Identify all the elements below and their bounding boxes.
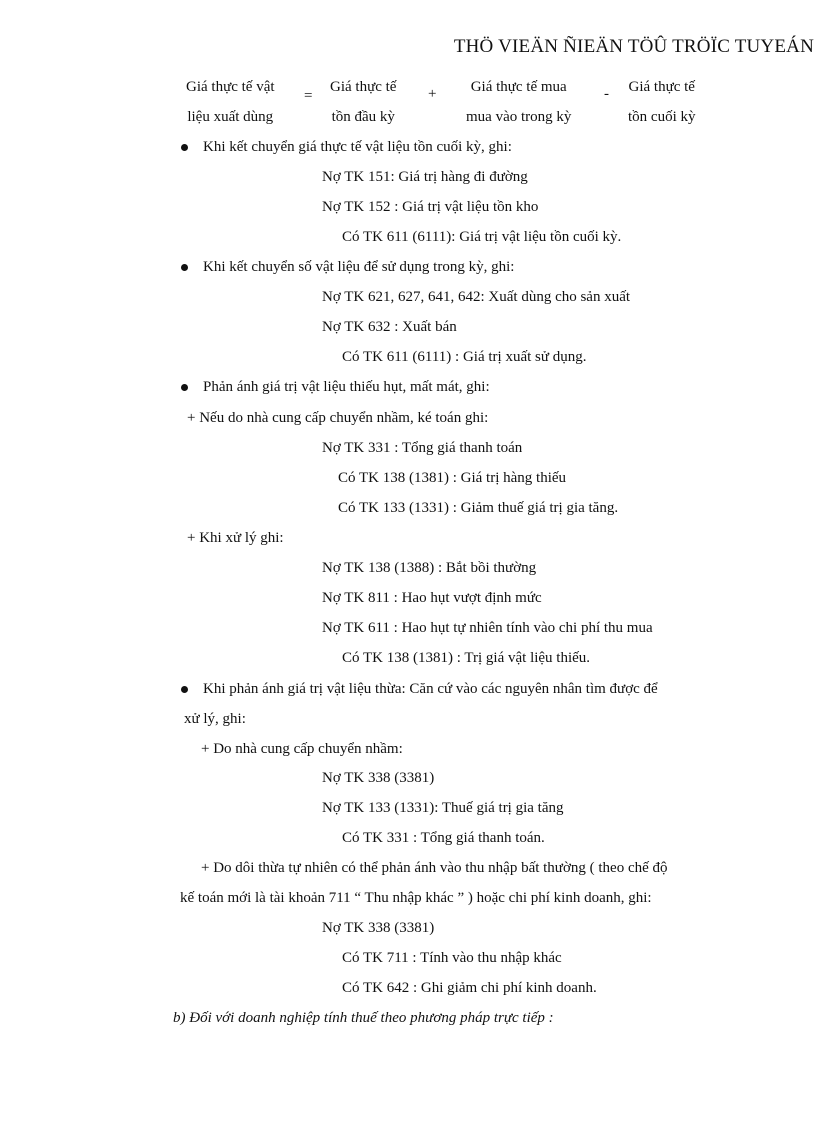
entry-debit: Nợ TK 331 : Tổng giá thanh toán — [322, 440, 523, 456]
entry-credit: Có TK 138 (1381) : Trị giá vật liệu thiếu. — [342, 650, 591, 666]
section-shortage-title: Phản ánh giá trị vật liệu thiếu hụt, mất mát, ghi: — [203, 379, 490, 395]
entry-debit: Nợ TK 338 (3381) — [322, 770, 435, 786]
formula-equals: = — [304, 88, 313, 104]
entry-debit: Nợ TK 632 : Xuất bán — [322, 319, 457, 335]
subsection-heading: + Do nhà cung cấp chuyển nhầm: — [201, 741, 403, 757]
formula-term-closing-stock: Giá thực tế tồn cuối kỳ — [628, 79, 696, 125]
subsection-heading: + Khi xử lý ghi: — [187, 530, 284, 546]
subsection-heading: + Do dôi thừa tự nhiên có thể phản ánh vào thu nhập bất thường ( theo chế độ — [201, 860, 668, 876]
entry-debit: Nợ TK 338 (3381) — [322, 920, 435, 936]
entry-debit: Nợ TK 151: Giá trị hàng đi đường — [322, 169, 528, 185]
entry-credit: Có TK 611 (6111): Giá trị vật liệu tồn cuối kỳ. — [342, 229, 622, 245]
section-surplus-title-cont: xử lý, ghi: — [184, 711, 246, 727]
entry-debit: Nợ TK 138 (1388) : Bắt bồi thường — [322, 560, 537, 576]
entry-debit: Nợ TK 611 : Hao hụt tự nhiên tính vào chi phí thu mua — [322, 620, 653, 636]
formula-term-issued-cost: Giá thực tế vật liệu xuất dùng — [186, 79, 275, 125]
entry-debit: Nợ TK 133 (1331): Thuế giá trị gia tăng — [322, 800, 564, 816]
cost-formula — [0, 72, 816, 132]
section-direct-method-heading: b) Đối với doanh nghiệp tính thuế theo phương pháp trực tiếp : — [173, 1010, 554, 1026]
formula-term-opening-stock: Giá thực tế tồn đầu kỳ — [330, 79, 397, 125]
page-header: THÖ VIEÄN ÑIEÄN TÖÛ TRÖÏC TUYEÁN — [453, 36, 814, 57]
entry-debit: Nợ TK 621, 627, 641, 642: Xuất dùng cho sản xuất — [322, 289, 631, 305]
section-usage-title: Khi kết chuyển số vật liệu để sử dụng trong kỳ, ghi: — [203, 259, 515, 275]
section-closing-stock-title: Khi kết chuyển giá thực tế vật liệu tồn cuối kỳ, ghi: — [203, 139, 512, 155]
entry-debit: Nợ TK 811 : Hao hụt vượt định mức — [322, 590, 542, 606]
entry-debit: Nợ TK 152 : Giá trị vật liệu tồn kho — [322, 199, 539, 215]
entry-credit: Có TK 331 : Tổng giá thanh toán. — [342, 830, 545, 846]
subsection-heading: + Nếu do nhà cung cấp chuyển nhầm, ké toán ghi: — [187, 410, 489, 426]
entry-credit: Có TK 138 (1381) : Giá trị hàng thiếu — [338, 470, 567, 486]
formula-minus: - — [604, 86, 609, 102]
entry-credit: Có TK 611 (6111) : Giá trị xuất sử dụng. — [342, 349, 587, 365]
formula-term-purchases: Giá thực tế mua mua vào trong kỳ — [466, 79, 572, 125]
section-surplus-title: Khi phản ánh giá trị vật liệu thừa: Căn cứ vào các nguyên nhân tìm được để — [203, 681, 658, 697]
entry-credit: Có TK 642 : Ghi giảm chi phí kinh doanh. — [342, 980, 597, 996]
subsection-heading-cont: kế toán mới là tài khoản 711 “ Thu nhập khác ” ) hoặc chi phí kinh doanh, ghi: — [180, 890, 652, 906]
formula-plus: + — [428, 86, 437, 102]
entry-credit: Có TK 133 (1331) : Giảm thuế giá trị gia tăng. — [338, 500, 619, 516]
entry-credit: Có TK 711 : Tính vào thu nhập khác — [342, 950, 562, 966]
